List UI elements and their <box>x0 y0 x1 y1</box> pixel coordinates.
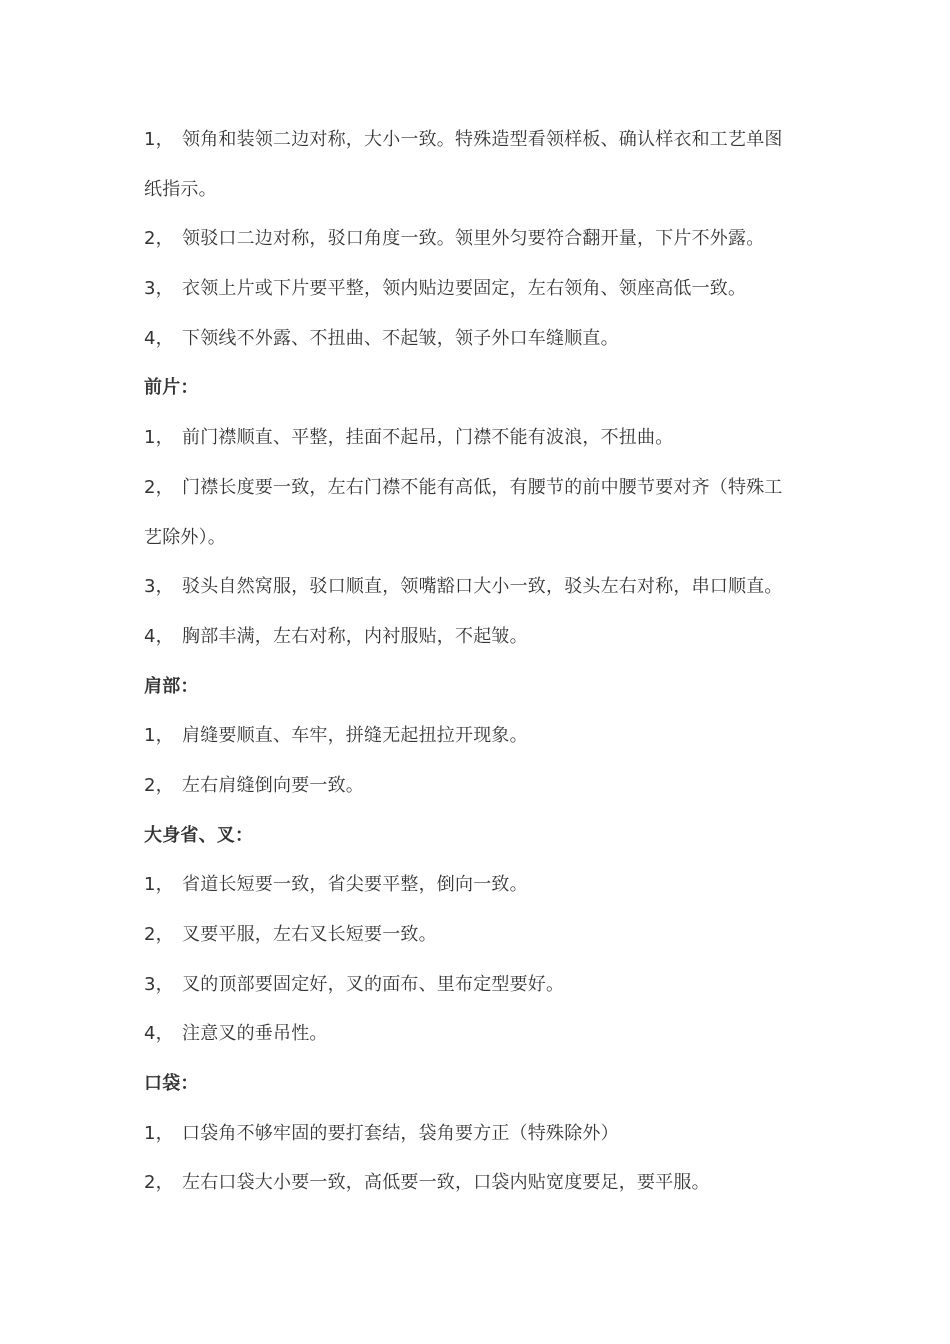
item-text: 纸指示。 <box>144 178 217 200</box>
item-text: 驳头自然窝服，驳口顺直，领嘴豁口大小一致，驳头左右对称，串口顺直。 <box>182 576 783 598</box>
item-text: 衣领上片或下片要平整，领内贴边要固定，左右领角、领座高低一致。 <box>182 278 747 300</box>
item-number: 1， <box>144 427 174 449</box>
section-heading-body: 大身省、叉： <box>144 824 254 846</box>
section-heading-pocket: 口袋： <box>144 1073 199 1095</box>
collar-item-2 <box>144 214 814 264</box>
section-heading-shoulder: 肩部： <box>144 675 199 697</box>
item-number: 2， <box>144 774 174 796</box>
shoulder-item-2 <box>144 761 814 811</box>
item-text: 门襟长度要一致，左右门襟不能有高低，有腰节的前中腰节要对齐（特殊工 <box>182 476 783 498</box>
item-number: 3， <box>144 576 174 598</box>
item-text: 领驳口二边对称，驳口角度一致。领里外匀要符合翻开量，下片不外露。 <box>182 228 765 250</box>
item-text: 左右肩缝倒向要一致。 <box>182 774 364 796</box>
item-number: 1， <box>144 129 174 150</box>
item-text: 艺除外）。 <box>144 526 226 548</box>
item-number: 1， <box>144 874 174 896</box>
item-text: 左右口袋大小要一致，高低要一致，口袋内贴宽度要足，要平服。 <box>182 1172 710 1194</box>
item-number: 2， <box>144 228 174 250</box>
item-number: 4， <box>144 1023 174 1045</box>
shoulder-item-1 <box>144 711 814 761</box>
item-number: 2， <box>144 476 174 498</box>
item-number: 1， <box>144 1122 174 1144</box>
front-item-2 <box>144 463 814 513</box>
item-number: 2， <box>144 1172 174 1194</box>
item-number: 3， <box>144 278 174 300</box>
collar-item-3 <box>144 264 814 314</box>
item-text: 前门襟顺直、平整，挂面不起吊，门襟不能有波浪，不扭曲。 <box>182 427 674 449</box>
item-number: 4， <box>144 327 174 349</box>
item-text: 叉的顶部要固定好，叉的面布、里布定型要好。 <box>182 973 565 995</box>
front-item-1 <box>144 413 814 463</box>
item-text: 口袋角不够牢固的要打套结，袋角要方正（特殊除外） <box>182 1122 619 1144</box>
item-text: 下领线不外露、不扭曲、不起皱，领子外口车缝顺直。 <box>182 327 619 349</box>
front-item-2-continuation <box>144 513 814 563</box>
collar-item-4 <box>144 314 814 364</box>
item-number: 4， <box>144 625 174 647</box>
item-text: 胸部丰满，左右对称，内衬服贴，不起皱。 <box>182 625 528 647</box>
pocket-item-1 <box>144 1109 814 1159</box>
item-number: 3， <box>144 973 174 995</box>
body-item-3 <box>144 960 814 1010</box>
pocket-item-2 <box>144 1158 814 1208</box>
document-body <box>144 115 814 1208</box>
item-number: 1， <box>144 725 174 747</box>
item-text: 注意叉的垂吊性。 <box>182 1023 328 1045</box>
item-text: 叉要平服，左右叉长短要一致。 <box>182 924 437 945</box>
collar-item-1 <box>144 115 814 165</box>
section-heading-front: 前片： <box>144 377 199 399</box>
front-item-3 <box>144 562 814 612</box>
item-text: 省道长短要一致，省尖要平整，倒向一致。 <box>182 874 528 896</box>
item-text: 领角和装领二边对称，大小一致。特殊造型看领样板、确认样衣和工艺单图 <box>182 129 783 150</box>
item-number: 2， <box>144 924 174 945</box>
collar-item-1-continuation <box>144 165 814 215</box>
item-text: 肩缝要顺直、车牢，拼缝无起扭拉开现象。 <box>182 725 528 747</box>
body-item-1 <box>144 860 814 910</box>
body-item-4 <box>144 1009 814 1059</box>
front-item-4 <box>144 612 814 662</box>
body-item-2 <box>144 910 814 960</box>
